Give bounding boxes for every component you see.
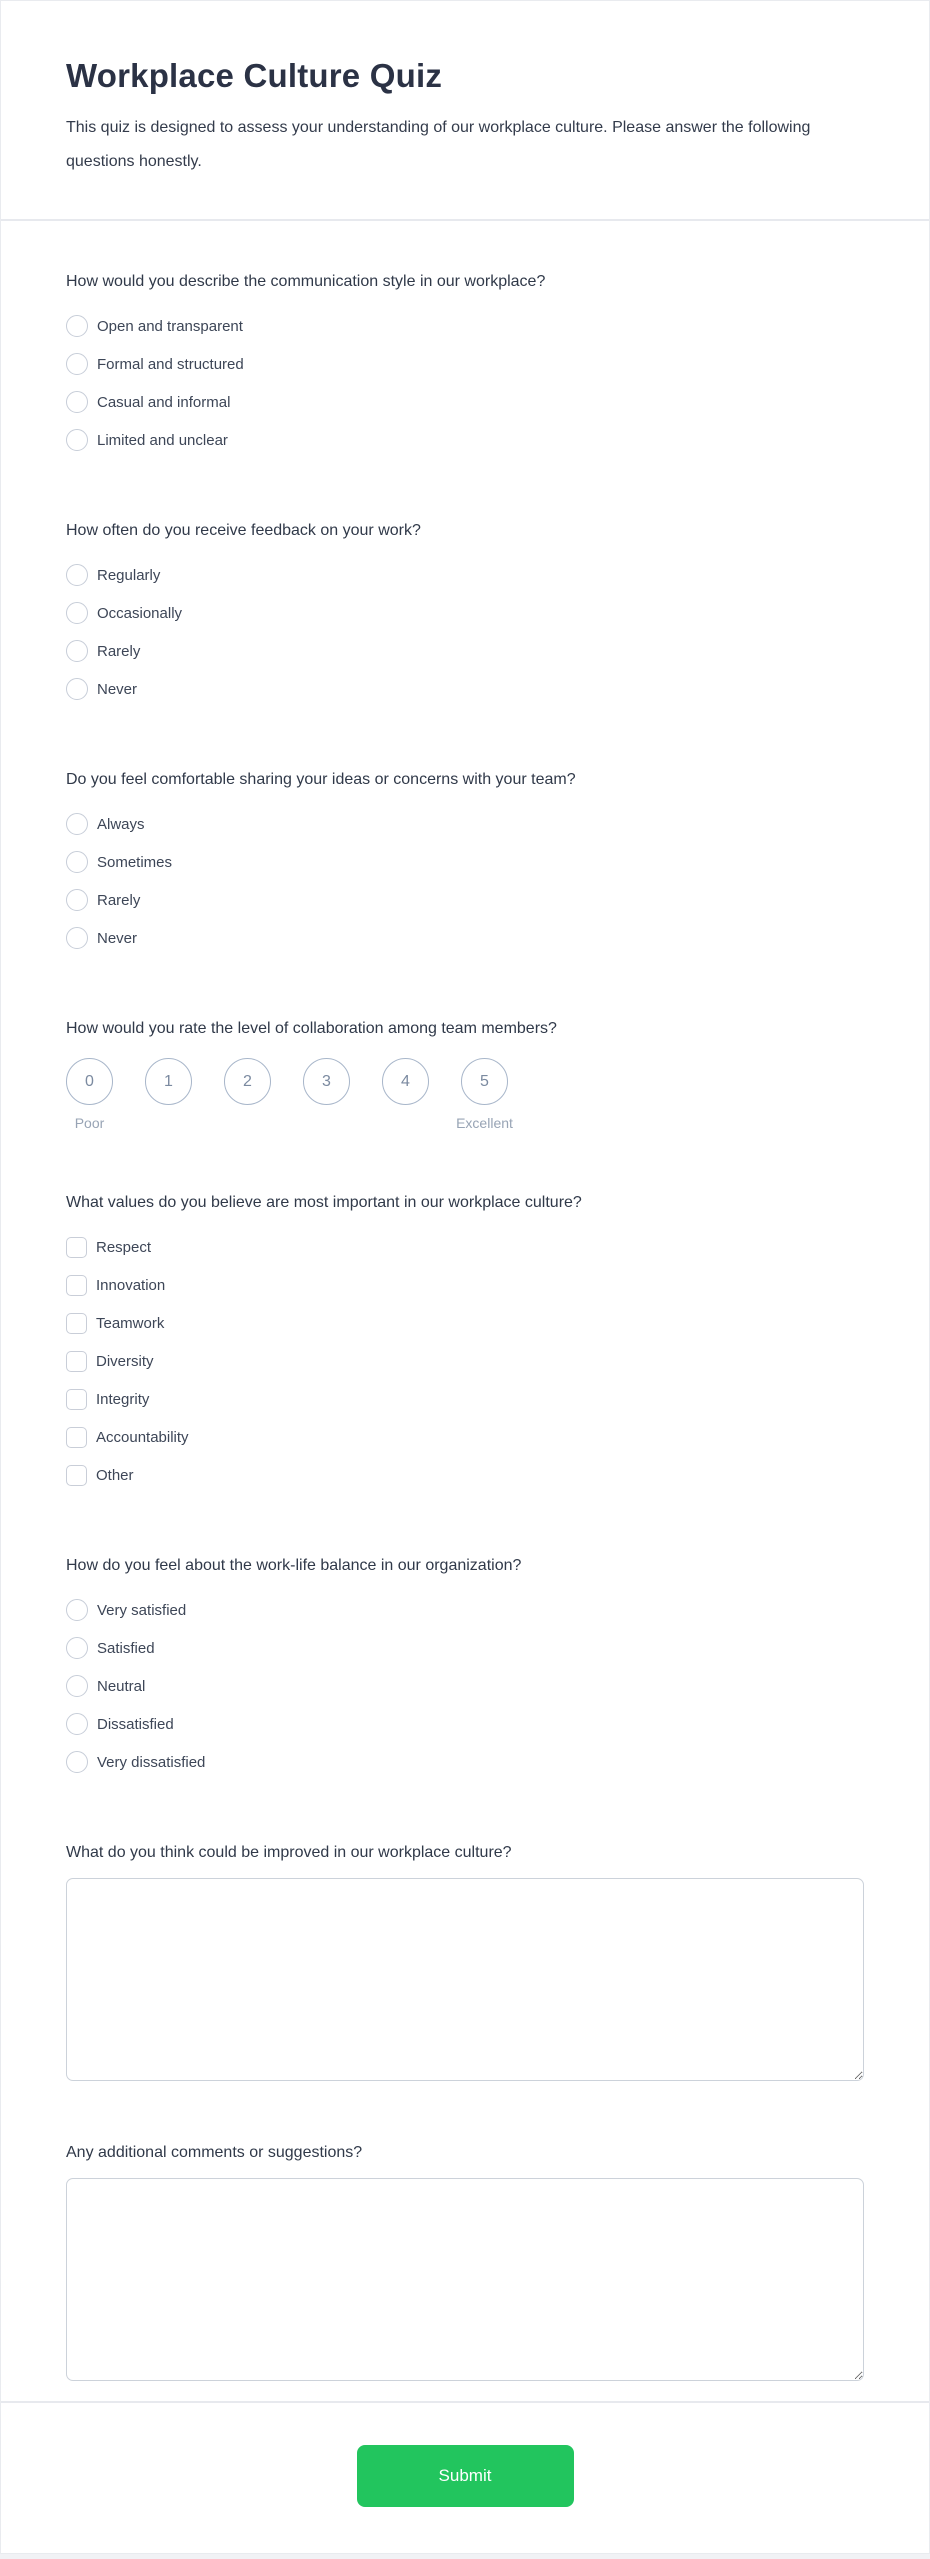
radio-icon[interactable] bbox=[66, 640, 88, 662]
radio-icon[interactable] bbox=[66, 927, 88, 949]
radio-icon[interactable] bbox=[66, 851, 88, 873]
checkbox-icon[interactable] bbox=[66, 1313, 87, 1334]
checkbox-option-label: Diversity bbox=[96, 1352, 154, 1370]
radio-icon[interactable] bbox=[66, 889, 88, 911]
question-label: Any additional comments or suggestions? bbox=[66, 2144, 363, 2161]
radio-icon[interactable] bbox=[66, 429, 88, 451]
radio-icon[interactable] bbox=[66, 602, 88, 624]
radio-option-label: Very satisfied bbox=[97, 1601, 187, 1619]
radio-icon[interactable] bbox=[66, 315, 88, 337]
submit-button[interactable]: Submit bbox=[357, 2445, 574, 2507]
checkbox-icon[interactable] bbox=[66, 1389, 87, 1410]
radio-option[interactable] bbox=[66, 383, 864, 421]
question-label: How would you describe the communication style in our workplace? bbox=[66, 273, 546, 290]
checkbox-option[interactable] bbox=[66, 1456, 864, 1494]
radio-option[interactable] bbox=[66, 843, 864, 881]
radio-option[interactable] bbox=[66, 881, 864, 919]
checkbox-icon[interactable] bbox=[66, 1351, 87, 1372]
checkbox-option-label: Teamwork bbox=[96, 1314, 165, 1332]
radio-option-label: Formal and structured bbox=[97, 355, 244, 373]
rating-min-label: Poor bbox=[74, 1115, 105, 1131]
rating-circle-5[interactable]: 5 bbox=[461, 1058, 508, 1105]
checkbox-option[interactable] bbox=[66, 1266, 864, 1304]
checkbox-option[interactable] bbox=[66, 1418, 864, 1456]
checkbox-option-label: Other bbox=[96, 1466, 134, 1484]
checkbox-option[interactable] bbox=[66, 1380, 864, 1418]
radio-option[interactable] bbox=[66, 919, 864, 957]
question-label: What values do you believe are most important in our workplace culture? bbox=[66, 1194, 582, 1211]
page-description: This quiz is designed to assess your understanding of our workplace culture. Please answer the following questions honestly. bbox=[66, 119, 811, 170]
radio-option[interactable] bbox=[66, 1667, 864, 1705]
rating-max-label: Excellent bbox=[456, 1115, 513, 1131]
radio-option-label: Casual and informal bbox=[97, 393, 231, 411]
page-title: Workplace Culture Quiz bbox=[66, 57, 443, 94]
question-important-values bbox=[66, 1191, 864, 1494]
radio-icon[interactable] bbox=[66, 1637, 88, 1659]
radio-icon[interactable] bbox=[66, 1675, 88, 1697]
radio-option-label: Very dissatisfied bbox=[97, 1753, 206, 1771]
checkbox-option-label: Innovation bbox=[96, 1276, 166, 1294]
radio-option[interactable] bbox=[66, 1743, 864, 1781]
radio-option-label: Regularly bbox=[97, 566, 161, 584]
question-label: How do you feel about the work-life balance in our organization? bbox=[66, 1557, 522, 1574]
radio-icon[interactable] bbox=[66, 353, 88, 375]
question-sharing-comfort bbox=[66, 768, 864, 957]
checkbox-option[interactable] bbox=[66, 1342, 864, 1380]
radio-option[interactable] bbox=[66, 1629, 864, 1667]
question-label: How often do you receive feedback on your work? bbox=[66, 522, 421, 539]
rating-circle-4[interactable]: 4 bbox=[382, 1058, 429, 1105]
improvements-textarea[interactable] bbox=[66, 1878, 864, 2081]
radio-icon[interactable] bbox=[66, 813, 88, 835]
radio-option[interactable] bbox=[66, 307, 864, 345]
question-work-life-balance bbox=[66, 1554, 864, 1781]
question-label: Do you feel comfortable sharing your ideas or concerns with your team? bbox=[66, 771, 576, 788]
radio-option[interactable] bbox=[66, 594, 864, 632]
radio-option[interactable] bbox=[66, 345, 864, 383]
checkbox-option-label: Respect bbox=[96, 1238, 152, 1256]
radio-icon[interactable] bbox=[66, 678, 88, 700]
radio-option-label: Limited and unclear bbox=[97, 431, 228, 449]
question-collaboration-rating bbox=[66, 1017, 864, 1131]
form-header bbox=[1, 1, 929, 221]
question-improvements bbox=[66, 1841, 864, 2081]
radio-option[interactable] bbox=[66, 556, 864, 594]
radio-icon[interactable] bbox=[66, 1713, 88, 1735]
radio-icon[interactable] bbox=[66, 1599, 88, 1621]
radio-icon[interactable] bbox=[66, 564, 88, 586]
radio-option-label: Dissatisfied bbox=[97, 1715, 174, 1733]
checkbox-option[interactable] bbox=[66, 1304, 864, 1342]
rating-circle-0[interactable]: 0 bbox=[66, 1058, 113, 1105]
radio-option-label: Rarely bbox=[97, 642, 141, 660]
question-feedback-frequency bbox=[66, 519, 864, 708]
radio-option-label: Always bbox=[97, 815, 145, 833]
question-communication-style bbox=[66, 270, 864, 459]
comments-textarea[interactable] bbox=[66, 2178, 864, 2381]
checkbox-icon[interactable] bbox=[66, 1427, 87, 1448]
radio-option-label: Never bbox=[97, 929, 138, 947]
rating-circle-1[interactable]: 1 bbox=[145, 1058, 192, 1105]
radio-option-label: Open and transparent bbox=[97, 317, 243, 335]
rating-circle-2[interactable]: 2 bbox=[224, 1058, 271, 1105]
checkbox-icon[interactable] bbox=[66, 1465, 87, 1486]
radio-option[interactable] bbox=[66, 1591, 864, 1629]
radio-icon[interactable] bbox=[66, 391, 88, 413]
question-additional-comments bbox=[66, 2141, 864, 2381]
radio-option-label: Sometimes bbox=[97, 853, 173, 871]
radio-option[interactable] bbox=[66, 670, 864, 708]
radio-option[interactable] bbox=[66, 805, 864, 843]
radio-option[interactable] bbox=[66, 1705, 864, 1743]
radio-option[interactable] bbox=[66, 421, 864, 459]
checkbox-icon[interactable] bbox=[66, 1275, 87, 1296]
radio-option-label: Never bbox=[97, 680, 138, 698]
question-label: What do you think could be improved in our workplace culture? bbox=[66, 1844, 512, 1861]
rating-scale bbox=[66, 1058, 864, 1105]
checkbox-option-label: Integrity bbox=[96, 1390, 150, 1408]
radio-option-label: Satisfied bbox=[97, 1639, 155, 1657]
questions-area bbox=[1, 221, 929, 2401]
checkbox-icon[interactable] bbox=[66, 1237, 87, 1258]
radio-option-label: Rarely bbox=[97, 891, 141, 909]
radio-option-label: Occasionally bbox=[97, 604, 183, 622]
checkbox-option-label: Accountability bbox=[96, 1428, 189, 1446]
form-footer bbox=[1, 2401, 929, 2549]
checkbox-option[interactable] bbox=[66, 1228, 864, 1266]
radio-option[interactable] bbox=[66, 632, 864, 670]
radio-option-label: Neutral bbox=[97, 1677, 146, 1695]
rating-circle-3[interactable]: 3 bbox=[303, 1058, 350, 1105]
rating-end-labels bbox=[66, 1115, 513, 1131]
question-label: How would you rate the level of collaboration among team members? bbox=[66, 1020, 557, 1037]
radio-icon[interactable] bbox=[66, 1751, 88, 1773]
